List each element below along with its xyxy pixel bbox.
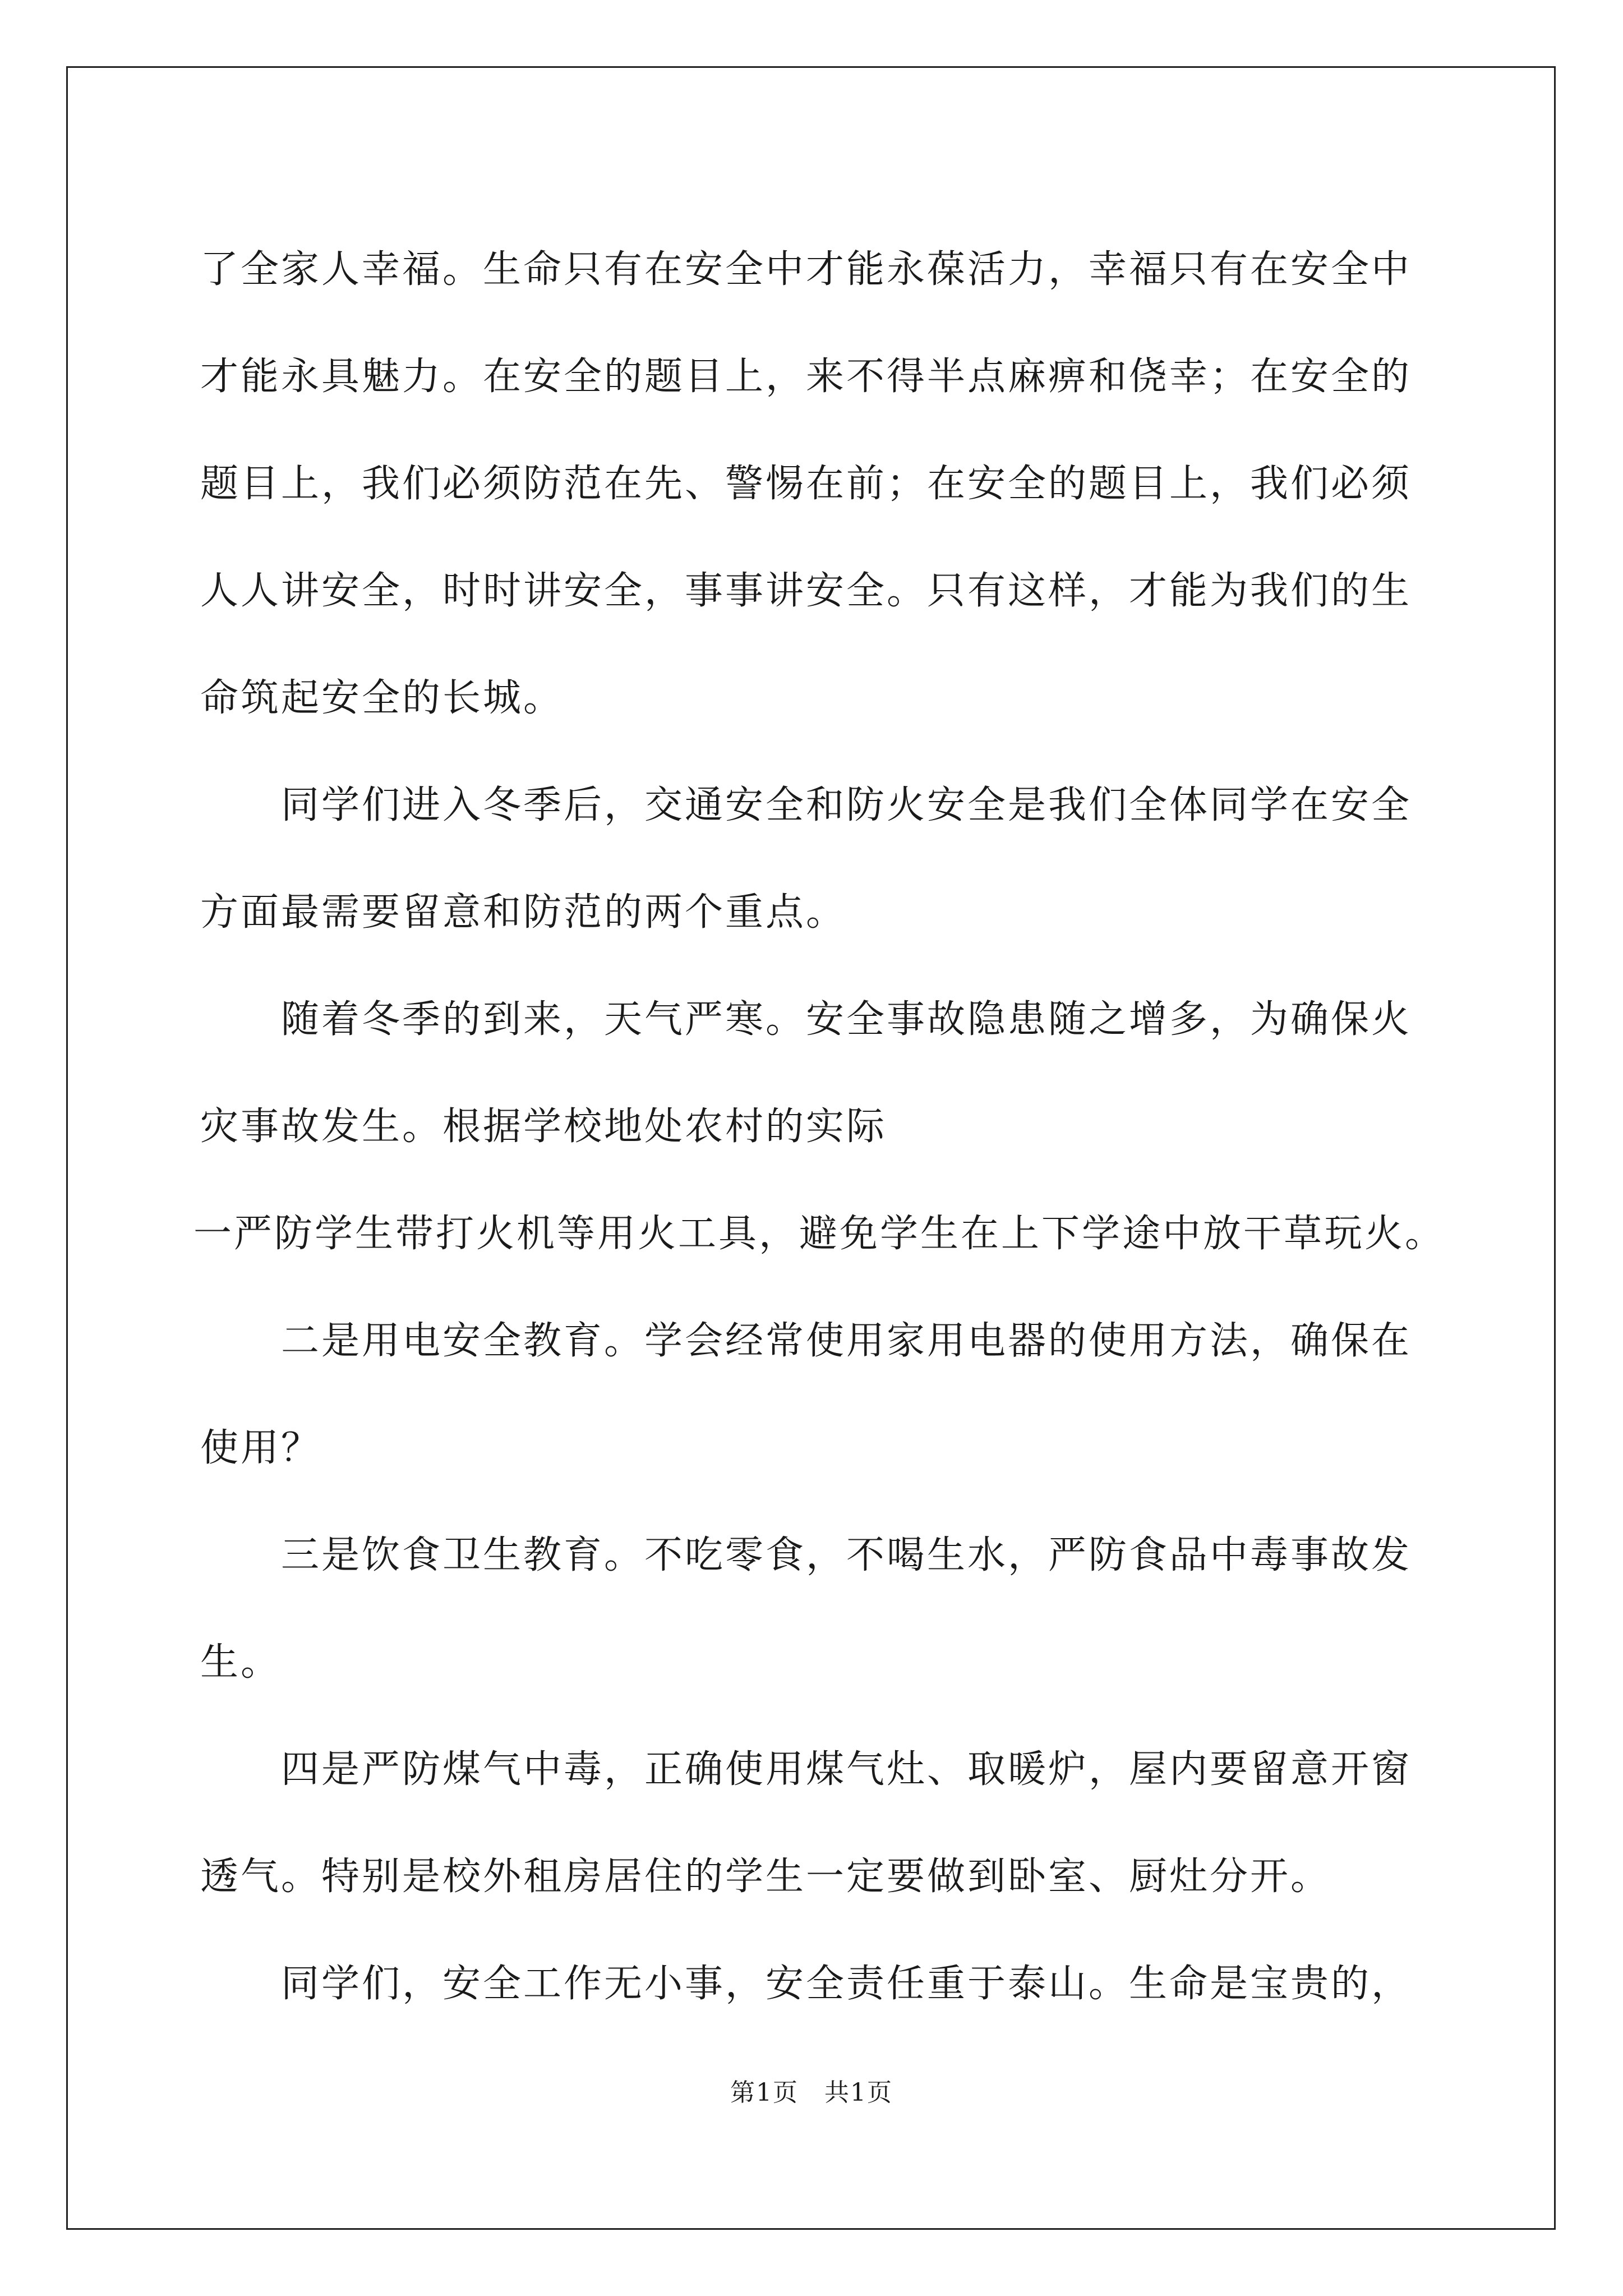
text-line: 了全家人幸福。生命只有在安全中才能永葆活力，幸福只有在安全中 bbox=[200, 247, 1412, 292]
page-footer: 第1页 共1页 bbox=[730, 2078, 893, 2107]
text-line: 四是严防煤气中毒，正确使用煤气灶、取暖炉，屋内要留意开窗 bbox=[281, 1747, 1412, 1792]
text-line: 二是用电安全教育。学会经常使用家用电器的使用方法，确保在 bbox=[281, 1319, 1412, 1363]
text-line: 生。 bbox=[200, 1640, 282, 1685]
text-line: 透气。特别是校外租房居住的学生一定要做到卧室、厨灶分开。 bbox=[200, 1855, 1331, 1899]
text-line: 三是饮食卫生教育。不吃零食，不喝生水，严防食品中毒事故发 bbox=[281, 1533, 1412, 1577]
text-line: 方面最需要留意和防范的两个重点。 bbox=[200, 890, 847, 935]
text-line: 同学们进入冬季后，交通安全和防火安全是我们全体同学在安全 bbox=[281, 783, 1412, 827]
text-line: 才能永具魅力。在安全的题目上，来不得半点麻痹和侥幸；在安全的 bbox=[200, 355, 1412, 399]
text-line: 使用？ bbox=[200, 1426, 322, 1470]
document-body bbox=[193, 216, 1468, 2037]
text-line: 命筑起安全的长城。 bbox=[200, 676, 564, 720]
text-line: 灾事故发生。根据学校地处农村的实际 bbox=[200, 1105, 887, 1149]
text-line: 同学们，安全工作无小事，安全责任重于泰山。生命是宝贵的， bbox=[281, 1962, 1412, 2006]
text-line: 人人讲安全，时时讲安全，事事讲安全。只有这样，才能为我们的生 bbox=[200, 569, 1412, 613]
text-line: 一严防学生带打火机等用火工具，避免学生在上下学途中放干草玩火。 bbox=[193, 1212, 1446, 1256]
text-line: 题目上，我们必须防范在先、警惕在前；在安全的题目上，我们必须 bbox=[200, 462, 1412, 506]
text-line: 随着冬季的到来，天气严寒。安全事故隐患随之增多，为确保火 bbox=[281, 997, 1412, 1042]
